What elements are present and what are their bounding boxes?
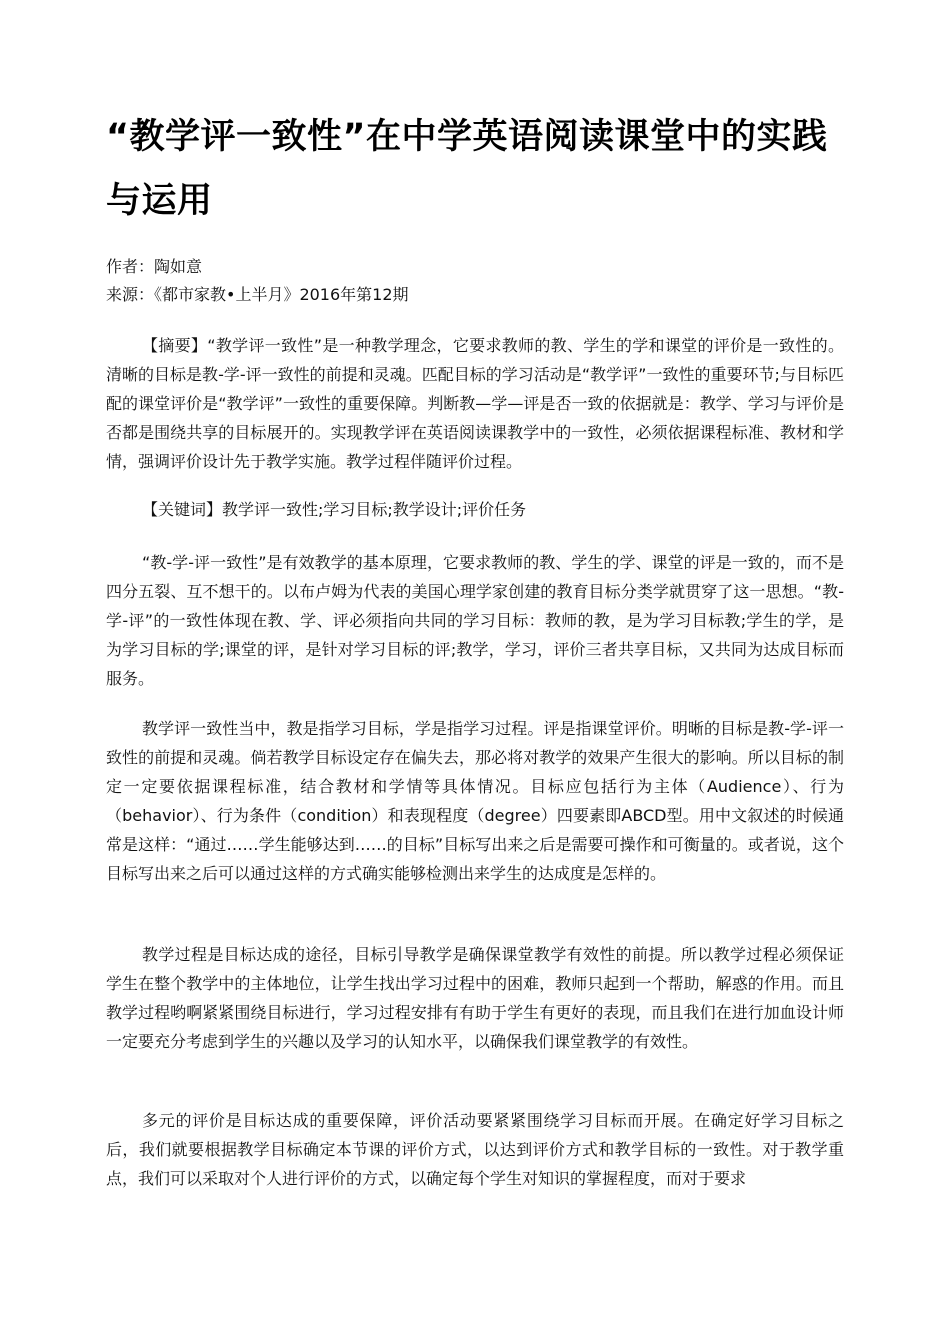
source-line: 来源：《都市家教•上半月》2016年第12期 — [106, 285, 409, 304]
body-paragraph: 教学评一致性当中，教是指学习目标，学是指学习过程。评是指课堂评价。明晰的目标是教-学-评一致性的前提和灵魂。倘若教学目标设定存在偏失去，那必将对教学的效果产生很大的影响。所以目标的制定一定要依据课程标准，结合教材和学情等具体情况。目标应包括行为主体（Audience）、行为（behavior）、行为条件（condition）和表现程度（degree）四要素即ABCD型。用中文叙述的时候通常是这样：“通过……学生能够达到……的目标”目标写出来之后是需要可操作和可衡量的。或者说，这个目标写出来之后可以通过这样的方式确实能够检测出来学生的达成度是怎样的。 — [106, 719, 844, 883]
author-line: 作者：陶如意 — [106, 257, 203, 276]
keywords-paragraph: 【关键词】教学评一致性;学习目标;教学设计;评价任务 — [142, 500, 527, 519]
abstract-paragraph: 【摘要】“教学评一致性”是一种教学理念，它要求教师的教、学生的学和课堂的评价是一致性的。清晰的目标是教-学-评一致性的前提和灵魂。匹配目标的学习活动是“教学评”一致性的重要环节;与目标匹配的课堂评价是“教学评”一致性的重要保障。判断教—学—评是否一致的依据就是：教学、学习与评价是否都是围绕共享的目标展开的。实现教学评在英语阅读课教学中的一致性，必须依据课程标准、教材和学情，强调评价设计先于教学实施。教学过程伴随评价过程。 — [106, 336, 844, 471]
body-paragraph: “教-学-评一致性”是有效教学的基本原理，它要求教师的教、学生的学、课堂的评是一致的，而不是四分五裂、互不想干的。以布卢姆为代表的美国心理学家创建的教育目标分类学就贯穿了这一思想。“教-学-评”的一致性体现在教、学、评必须指向共同的学习目标：教师的教，是为学习目标教;学生的学，是为学习目标的学;课堂的评，是针对学习目标的评;教学，学习，评价三者共享目标，又共同为达成目标而服务。 — [106, 553, 844, 688]
body-paragraph: 多元的评价是目标达成的重要保障，评价活动要紧紧围绕学习目标而开展。在确定好学习目标之后，我们就要根据教学目标确定本节课的评价方式，以达到评价方式和教学目标的一致性。对于教学重点，我们可以采取对个人进行评价的方式，以确定每个学生对知识的掌握程度，而对于要求 — [106, 1111, 844, 1188]
article-title: “教学评一致性”在中学英语阅读课堂中的实践与运用 — [106, 117, 828, 221]
body-paragraph: 教学过程是目标达成的途径，目标引导教学是确保课堂教学有效性的前提。所以教学过程必须保证学生在整个教学中的主体地位，让学生找出学习过程中的困难，教师只起到一个帮助，解惑的作用。而且教学过程哟啊紧紧围绕目标进行，学习过程安排有有助于学生有更好的表现，而且我们在进行加血设计师一定要充分考虑到学生的兴趣以及学习的认知水平，以确保我们课堂教学的有效性。 — [106, 945, 844, 1051]
